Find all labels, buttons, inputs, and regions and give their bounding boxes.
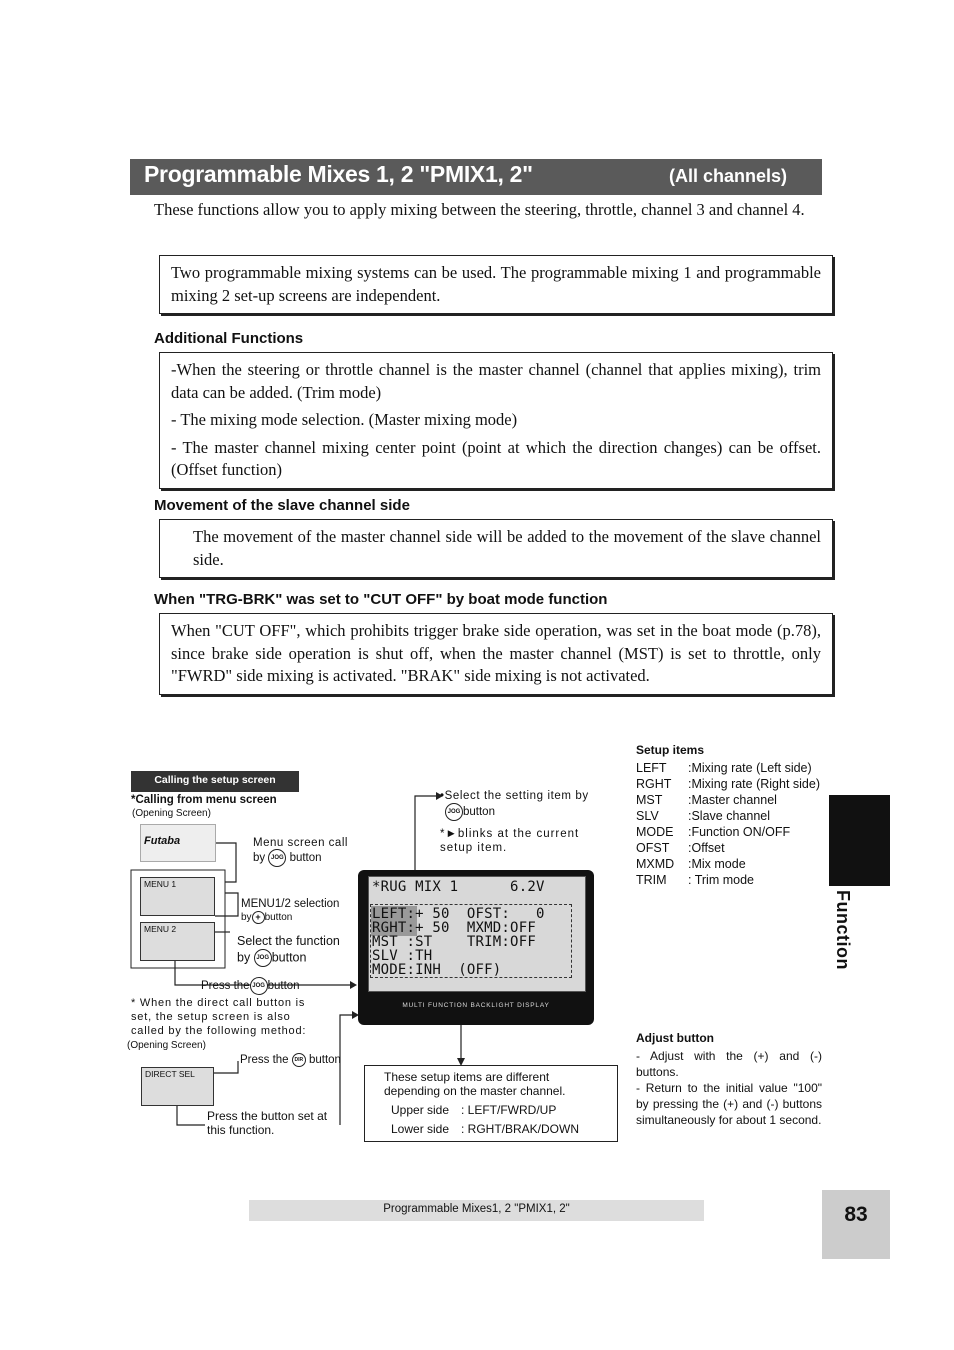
jog-button-icon: JOG <box>445 803 463 821</box>
setup-value: :Function ON/OFF <box>688 825 791 839</box>
asterisk: * <box>440 828 446 840</box>
opening-screen-label-2: (Opening Screen) <box>127 1040 206 1051</box>
setup-key: MODE <box>636 825 674 839</box>
press-jog-text <box>201 977 300 995</box>
setup-value: :Mixing rate (Right side) <box>688 777 820 791</box>
info-box-text: Two programmable mixing systems can be used. The programmable mixing 1 and programmable mixing 2 set-up screens are independent. <box>171 263 821 305</box>
menu-call-text: Menu screen call <box>253 837 348 849</box>
additional-item: - The mixing mode selection. (Master mixing mode) <box>171 410 518 429</box>
menu-call-by <box>253 849 322 867</box>
setup-value: :Slave channel <box>688 809 771 823</box>
menu2-label: MENU 2 <box>144 924 177 934</box>
heading-part: " was set to " <box>275 591 371 608</box>
blinks-text <box>440 827 600 855</box>
select-setting-text: •Select the setting item by <box>440 790 589 802</box>
additional-functions-heading: Additional Functions <box>154 330 304 347</box>
additional-item: -When the steering or throttle channel is the master channel (channel that applies mixing), trim data can be added. (Trim mode) <box>171 360 821 402</box>
note-lower-label: Lower side <box>391 1122 450 1136</box>
button-text: button <box>271 950 307 965</box>
opening-screen-label: (Opening Screen) <box>132 808 211 819</box>
select-function-by <box>237 949 306 967</box>
press-the-text: Press the <box>240 1054 289 1067</box>
setup-key: TRIM <box>636 873 667 887</box>
jog-button-icon: JOG <box>250 977 268 995</box>
setup-key: LEFT <box>636 761 667 775</box>
press-dir-text <box>240 1053 341 1067</box>
intro-text: These functions allow you to apply mixing between the steering, throttle, channel 3 and channel 4. <box>154 200 805 219</box>
setup-key: OFST <box>636 841 670 855</box>
jog-button-icon: JOG <box>268 849 286 867</box>
lcd-line: *RUG MIX 1 6.2V <box>372 879 545 895</box>
by-text: by <box>237 950 251 965</box>
adjust-item: - Return to the initial value "100" by pressing the (+) and (-) buttons simultaneously for about 1 second. <box>636 1081 822 1127</box>
side-tab-label: Function <box>833 890 853 970</box>
setup-key: MST <box>636 793 663 807</box>
note-upper-value: : LEFT/FWRD/UP <box>461 1103 557 1117</box>
footer-title: Programmable Mixes1, 2 "PMIX1, 2" <box>383 1203 570 1215</box>
setup-items-heading: Setup items <box>636 743 705 757</box>
setup-value: :Master channel <box>688 793 777 807</box>
menu1-screen <box>140 877 215 916</box>
button-text: button <box>267 980 300 993</box>
calling-from-menu: *Calling from menu screen <box>131 794 277 806</box>
plus-button-icon: + <box>252 911 265 924</box>
jog-button-icon: JOG <box>254 949 272 967</box>
setup-key: SLV <box>636 809 659 823</box>
setup-key: RGHT <box>636 777 672 791</box>
adjust-button-heading: Adjust button <box>636 1031 714 1045</box>
calling-setup-label: Calling the setup screen <box>131 771 299 792</box>
direct-call-note: * When the direct call button is set, the setup screen is also called by the following method: <box>131 997 307 1037</box>
heading-part: " by boat mode function <box>435 591 608 608</box>
direct-sel-label: DIRECT SEL <box>145 1069 195 1079</box>
by-text: by <box>253 852 266 865</box>
setup-value: :Mixing rate (Left side) <box>688 761 812 775</box>
setup-key: MXMD <box>636 857 675 871</box>
opening-screen-thumbnail <box>140 824 216 862</box>
button-text: button <box>264 912 293 924</box>
press-button-set-text: Press the button set at this function. <box>207 1109 328 1137</box>
select-function-text: Select the function <box>237 934 340 948</box>
trgbrk-text: When "CUT OFF", which prohibits trigger brake side operation, was set in the boat mode (p.78), since brake side operation is shut off, when the master channel (MST) is set to throttle, only "FWRD" side mixing is activated. "BRAK" side mixing is not activated. <box>171 621 821 685</box>
movement-text: The movement of the master channel side will be added to the movement of the slave channel side. <box>193 527 821 569</box>
blinks-body: blinks at the current setup item. <box>440 828 580 854</box>
button-text: button <box>308 1054 341 1067</box>
brand-logo: Futaba <box>144 835 181 847</box>
note-lower-value: : RGHT/BRAK/DOWN <box>461 1122 580 1136</box>
note-text: These setup items are different depending on the master channel. <box>384 1070 566 1098</box>
page-subtitle: (All channels) <box>669 166 788 186</box>
setup-value: :Mix mode <box>688 857 746 871</box>
heading-part: When " <box>154 591 207 608</box>
lcd-line: RGHT:+ 50 MXMD:OFF <box>372 920 536 936</box>
press-the-text: Press the <box>201 980 250 993</box>
adjust-item: - Adjust with the (+) and (-) buttons. <box>636 1049 822 1079</box>
menu2-screen <box>140 922 215 961</box>
movement-heading: Movement of the slave channel side <box>154 497 410 514</box>
lcd-line: MST :ST TRIM:OFF <box>372 934 536 950</box>
by-text: by <box>241 912 252 924</box>
triangle-icon: ► <box>445 828 458 840</box>
button-text: button <box>463 806 495 819</box>
menu12-selection-text: MENU1/2 selection <box>241 898 340 910</box>
menu12-by <box>241 911 292 924</box>
lcd-caption: MULTI FUNCTION BACKLIGHT DISPLAY <box>402 1002 550 1009</box>
menu1-label: MENU 1 <box>144 879 177 889</box>
page-number: 83 <box>844 1203 868 1226</box>
additional-item: - The master channel mixing center point (point at which the direction changes) can be offset. (Offset function) <box>171 437 821 479</box>
lcd-line: LEFT:+ 50 OFST: 0 <box>372 906 545 922</box>
note-upper-label: Upper side <box>391 1103 450 1117</box>
side-tab-marker <box>829 795 890 886</box>
direct-sel-screen <box>141 1067 214 1106</box>
page-title: Programmable Mixes 1, 2 "PMIX1, 2" <box>144 161 533 187</box>
setup-value: :Offset <box>688 841 725 855</box>
lcd-line: SLV :TH <box>372 948 433 964</box>
dir-button-icon: DIR <box>292 1053 306 1067</box>
button-text: button <box>289 852 322 865</box>
heading-part: CUT OFF <box>370 591 436 608</box>
select-setting-jog <box>445 803 495 821</box>
setup-value: : Trim mode <box>688 873 754 887</box>
heading-part: TRG-BRK <box>206 591 276 608</box>
lcd-line: MODE:INH (OFF) <box>372 962 502 978</box>
